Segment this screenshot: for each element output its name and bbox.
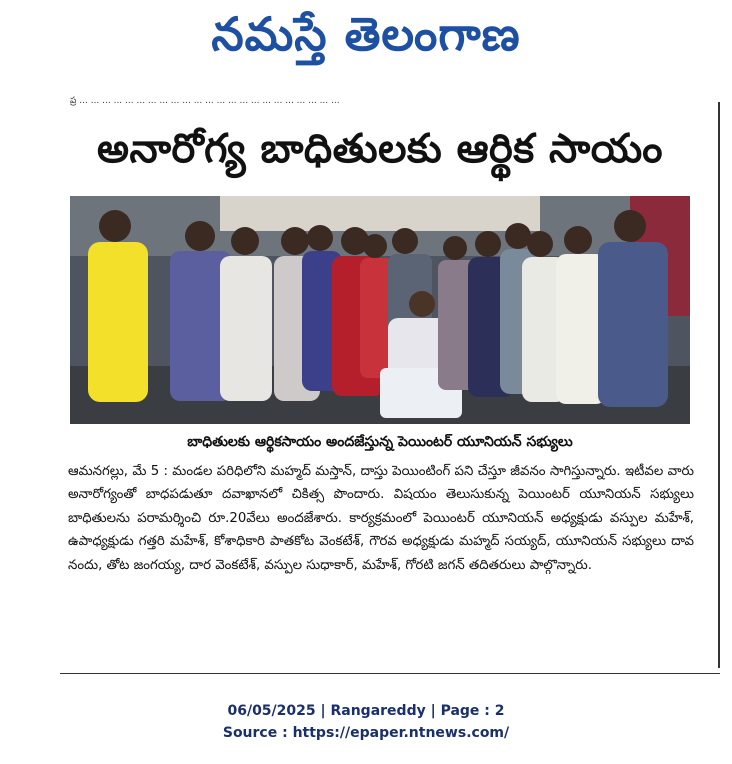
clip-border-right <box>718 102 720 668</box>
photo-caption: బాధితులకు ఆర్థికసాయం అందజేస్తున్న పెయింటర్ యూనియన్ సభ్యులు <box>187 433 573 450</box>
article-photo <box>70 196 690 424</box>
article-body: ఆమనగల్లు, మే 5 : మండల పరిధిలోని మహ్మద్ మస్తాన్, దాస్తు పెయింటింగ్ పని చేస్తూ జీవనం సాగిస్తున్నారు. ఇటీవల వారు అనారోగ్యంతో బాధపడుతూ దవాఖానలో చికిత్స పొందారు. విషయం తెలుసుకున్న పెయింటర్ యూనియన్ సభ్యులు బాధితులను పరామర్శించి రూ.20వేలు అందజేశారు. కార్యక్రమంలో పెయింటర్ యూనియన్ అధ్యక్షుడు వస్పుల మహేశ్, ఉపాధ్యక్షుడు గత్తరి మహేశ్, కోశాధికారి పాతకోట వెంకటేశ్, గౌరవ అధ్యక్షుడు మహ్మద్ సయ్యద్, యూనియన్ సభ్యులు దావ నందు, తోట జంగయ్య, దార వెంకటేశ్, వస్పుల సుధాకార్, మహేశ్, గోరటి జగన్ తదితరులు పాల్గొన్నారు. <box>68 464 694 573</box>
masthead <box>0 0 732 80</box>
article-headline: అనారోగ్య బాధితులకు ఆర్థిక సాయం <box>96 126 664 172</box>
masthead-title: నమస్తే తెలంగాణ <box>211 7 521 61</box>
cut-previous-line: ప్ర ... ... ... ... ... ... ... ... ... ... ... ... ... ... ... ... ... ... ... ... ... ... ... <box>70 96 340 106</box>
group-photo-illustration <box>70 196 690 424</box>
source-link: Source : https://epaper.ntnews.com/ <box>222 725 510 741</box>
page-footer <box>0 700 732 744</box>
edition-info: 06/05/2025 | Rangareddy | Page : 2 <box>227 703 505 719</box>
news-clipping <box>60 96 720 674</box>
clip-border-bottom <box>60 673 720 674</box>
